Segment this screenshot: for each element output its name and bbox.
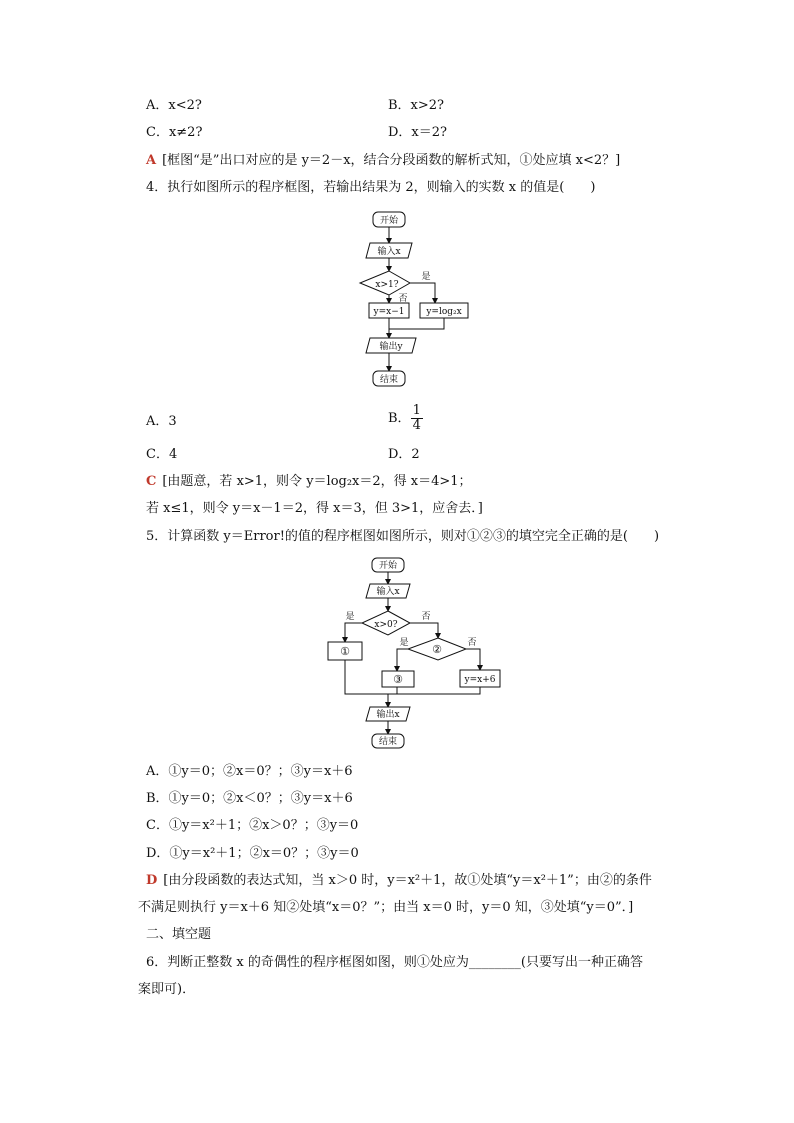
q4-no-label: 否 <box>398 294 408 304</box>
q3-answer-text: [框图“是”出口对应的是 y＝2－x，结合分段函数的解析式知，①处应填 x<2？] <box>162 153 621 168</box>
q4-option-a: A．3 <box>146 414 177 429</box>
q5-start-label: 开始 <box>378 561 398 571</box>
q3-option-d: D．x＝2? <box>388 125 447 140</box>
q4-option-b-prefix: B． <box>388 411 411 426</box>
q4-output-label: 输出y <box>379 342 403 352</box>
q3-option-a: A．x<2? <box>146 98 202 113</box>
q4-end-label: 结束 <box>379 375 399 385</box>
q4-cond-label: x>1? <box>375 280 399 290</box>
q5-end-label: 结束 <box>378 737 398 747</box>
q5-output-label: 输出x <box>376 710 400 720</box>
q5-yes2-label: 是 <box>399 638 409 648</box>
q5-cond1-label: x>0? <box>374 620 398 630</box>
q4-answer-line1 <box>146 473 472 491</box>
q4-answer-line2: 若 x≤1，则令 y＝x－1＝2，得 x＝3，但 3>1，应舍去．] <box>146 501 483 516</box>
q4-option-b-numerator: 1 <box>412 403 421 418</box>
q5-input-label: 输入x <box>376 587 400 597</box>
q5-yes1-label: 是 <box>345 612 355 622</box>
q5-option-a: A．①y＝0；②x＝0？；③y＝x＋6 <box>146 764 353 779</box>
q4-left-box-label: y=x−1 <box>373 307 405 317</box>
q5-option-b: B．①y＝0；②x＜0？；③y＝x＋6 <box>146 791 353 806</box>
q3-answer <box>146 152 620 170</box>
q5-box1-label: ① <box>340 645 350 658</box>
q4-input-label: 输入x <box>377 247 401 257</box>
q5-box4-label: y=x+6 <box>464 675 496 685</box>
q5-no2-label: 否 <box>467 638 477 648</box>
q5-stem: 5．计算函数 y＝Error!的值的程序框图如图所示，则对①②③的填空完全正确的是( ) <box>146 529 660 544</box>
q5-answer-letter: D <box>146 873 158 888</box>
q5-cond2-label: ② <box>432 643 442 656</box>
q4-stem: 4．执行如图所示的程序框图，若输出结果为 2，则输入的实数 x 的值是( ) <box>146 180 596 195</box>
q3-option-b: B．x>2? <box>388 98 445 113</box>
q6-stem-line1: 6．判断正整数 x 的奇偶性的程序框图如图，则①处应为________(只要写出一种正确答 <box>146 955 643 970</box>
section-title: 二、填空题 <box>146 927 212 942</box>
q5-answer-line1 <box>146 872 652 890</box>
q4-answer-letter: C <box>146 474 157 489</box>
q4-yes-label: 是 <box>421 272 431 282</box>
q4-start-label: 开始 <box>379 216 399 226</box>
q5-box3-label: ③ <box>393 673 403 686</box>
q4-option-d: D．2 <box>388 447 420 462</box>
q4-answer-text1: [由题意，若 x>1，则令 y＝log₂x＝2，得 x＝4>1； <box>162 474 472 489</box>
q3-option-c: C．x≠2? <box>146 125 203 140</box>
q6-stem-line2: 案即可)． <box>138 982 196 997</box>
q5-answer-line2: 不满足则执行 y＝x＋6 知②处填“x＝0？”；由当 x＝0 时，y＝0 知，③处填“y＝0”．] <box>138 900 634 915</box>
q4-option-b-fraction <box>411 404 423 433</box>
q4-right-box-label: y=log₂x <box>426 307 462 317</box>
q5-flowchart <box>320 553 510 753</box>
q5-answer-text1: [由分段函数的表达式知，当 x＞0 时，y＝x²＋1，故①处填“y＝x²＋1”；由②的条件 <box>163 873 652 888</box>
q5-no1-label: 否 <box>421 612 431 622</box>
q4-flowchart <box>350 205 480 390</box>
q4-option-b-denominator: 4 <box>412 418 421 433</box>
q3-answer-letter: A <box>146 153 157 168</box>
q5-option-c: C．①y＝x²＋1；②x＞0？；③y＝0 <box>146 818 359 833</box>
q4-option-b <box>388 404 423 433</box>
q5-option-d: D．①y＝x²＋1；②x＝0？；③y＝0 <box>146 846 359 861</box>
q4-option-c: C．4 <box>146 447 178 462</box>
